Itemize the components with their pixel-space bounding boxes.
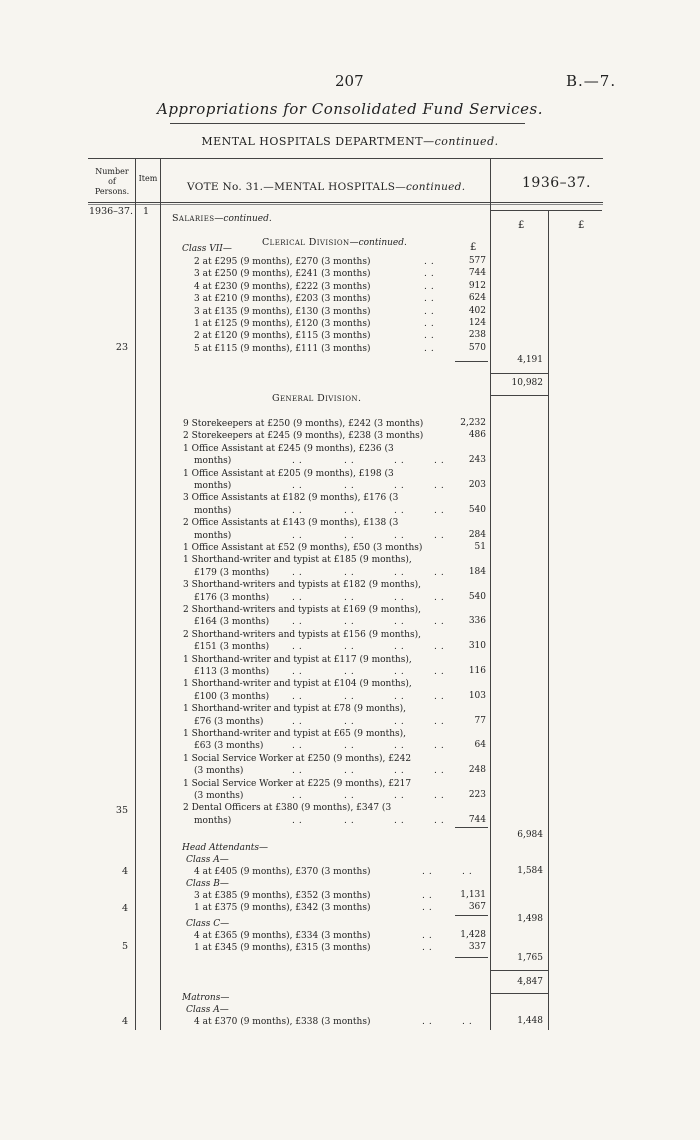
department-suffix: —continued.: [423, 135, 499, 148]
leader-dots: ..: [434, 642, 448, 653]
attendant-row: [194, 930, 436, 942]
title-rule: [170, 123, 525, 124]
leader-dots: ..: [394, 691, 408, 702]
leader-dots: ..: [394, 456, 408, 467]
total-column-rule: [548, 210, 549, 1030]
class-a-total: 1,584: [517, 866, 543, 876]
group-total-rule-bottom: [490, 395, 548, 396]
leader-dots: ..: [434, 791, 448, 801]
row-item-number: 1: [143, 206, 150, 217]
general-row-amount: 540: [468, 591, 486, 602]
leader-dots: ..: [344, 456, 358, 467]
general-row-line2: [194, 592, 448, 604]
general-row-line2: [194, 790, 448, 802]
vote-title: VOTE No. 31.—MENTAL HOSPITALS: [187, 181, 396, 193]
general-row-line2-text: £151 (3 months): [194, 642, 270, 653]
leader-dots: ..: [344, 530, 358, 541]
general-row-line2-text: months): [194, 481, 232, 491]
leader-dots: ..: [292, 766, 306, 777]
leader-dots: ..: [434, 530, 448, 541]
clerical-row-amount: 577: [468, 256, 486, 266]
general-row-amount: 248: [468, 765, 486, 776]
leader-dots: ..: [422, 943, 436, 954]
matrons-class-a-total: 1,448: [517, 1016, 543, 1026]
class-b-persons-count: 4: [121, 903, 128, 914]
general-row-line2: [194, 455, 448, 467]
general-row-line1: 1 Social Service Worker at £225 (9 months), £217: [183, 778, 412, 789]
table-header-rule: [88, 202, 603, 203]
leader-dots: ..: [292, 456, 306, 467]
leader-dots: ..: [422, 931, 436, 941]
leader-dots: ..: [344, 741, 358, 752]
leader-dots: ..: [462, 867, 476, 877]
general-row-line1: 1 Shorthand-writer and typist at £117 (9 months),: [183, 654, 412, 665]
general-row-line1: 2 Storekeepers at £245 (9 months), £238 (3 months): [183, 431, 424, 442]
head-attendants-total-rule-bottom: [490, 993, 548, 994]
general-persons-count: 35: [115, 805, 128, 816]
leader-dots: ..: [424, 306, 438, 317]
clerical-row-amount: 624: [468, 293, 486, 304]
general-row-line1: 2 Dental Officers at £380 (9 months), £347 (3: [183, 803, 392, 814]
attendant-row-text: 3 at £385 (9 months), £352 (3 months): [194, 891, 371, 901]
leader-dots: ..: [424, 294, 438, 305]
leader-dots: ..: [394, 505, 408, 516]
leader-dots: ..: [424, 331, 438, 342]
leader-dots: ..: [292, 642, 306, 653]
leader-dots: ..: [344, 815, 358, 826]
general-division-heading: General Division.: [272, 393, 362, 404]
persons-column-header: [90, 167, 134, 197]
general-row-amount: 540: [468, 504, 486, 515]
clerical-row: [194, 293, 438, 305]
general-row-line1: 1 Shorthand-writer and typist at £65 (9 months),: [183, 729, 406, 739]
persons-label: Persons.: [94, 187, 130, 196]
clerical-row-amount: 912: [468, 280, 486, 291]
general-row-line1: 1 Office Assistant at £205 (9 months), £198 (3: [183, 468, 394, 479]
general-subtotal-rule: [455, 827, 488, 828]
general-row-line2-text: £76 (3 months): [194, 716, 264, 727]
general-row-amount: 184: [468, 566, 486, 577]
vote-heading: [187, 181, 465, 193]
clerical-row-text: 3 at £250 (9 months), £241 (3 months): [194, 269, 371, 280]
clerical-row-text: 4 at £230 (9 months), £222 (3 months): [194, 281, 371, 292]
general-row-amount: 51: [474, 542, 486, 552]
clerical-heading-label: Clerical Division: [262, 237, 350, 248]
general-row-line2: [194, 616, 448, 628]
of-label: of: [108, 177, 116, 186]
general-row-line2-text: £100 (3 months): [194, 691, 270, 702]
leader-dots: ..: [434, 766, 448, 777]
general-row-amount: 103: [468, 690, 486, 701]
pound-header-items: £: [470, 242, 477, 253]
clerical-row-amount: 238: [468, 330, 486, 341]
salaries-heading: [172, 206, 272, 225]
clerical-row: [194, 318, 438, 330]
leader-dots: ..: [394, 766, 408, 777]
general-row-amount: 203: [468, 480, 486, 490]
attendant-row: [194, 902, 436, 914]
leader-dots: ..: [344, 505, 358, 516]
item-column-rule: [160, 158, 161, 1030]
leader-dots: ..: [394, 642, 408, 653]
leader-dots: ..: [434, 567, 448, 578]
leader-dots: ..: [424, 281, 438, 292]
document-code: B.—7.: [566, 72, 617, 90]
clerical-row: [194, 268, 438, 280]
clerical-row-amount: 402: [468, 305, 486, 316]
amount-header-rule: [490, 210, 602, 211]
class-b-total: 1,498: [517, 914, 543, 924]
leader-dots: ..: [434, 815, 448, 826]
leader-dots: ..: [292, 791, 306, 801]
general-row-line2-text: months): [194, 815, 232, 826]
head-attendants-group-total: 4,847: [517, 977, 543, 987]
class-a-row: [194, 866, 476, 878]
row-year: 1936–37.: [89, 206, 134, 217]
class-c-persons-count: 5: [121, 941, 128, 952]
general-row-line2: [194, 641, 448, 653]
leader-dots: ..: [344, 716, 358, 727]
clerical-row: [194, 306, 438, 318]
leader-dots: ..: [292, 481, 306, 491]
page-title: [0, 100, 700, 118]
general-row-amount: 284: [468, 529, 486, 540]
leader-dots: ..: [344, 642, 358, 653]
leader-dots: ..: [292, 815, 306, 826]
leader-dots: ..: [394, 667, 408, 677]
general-row-line2-text: months): [194, 530, 232, 541]
general-row-amount: 116: [468, 666, 486, 676]
leader-dots: ..: [292, 691, 306, 702]
general-row-line2-text: £176 (3 months): [194, 592, 270, 603]
leader-dots: ..: [394, 815, 408, 826]
leader-dots: ..: [394, 592, 408, 603]
general-row-line1: 2 Office Assistants at £143 (9 months), £138 (3: [183, 518, 399, 529]
year-heading: 1936–37.: [522, 175, 591, 191]
leader-dots: ..: [292, 741, 306, 752]
leader-dots: ..: [394, 741, 408, 752]
general-row-line1: 2 Shorthand-writers and typists at £169 (9 months),: [183, 605, 421, 615]
attendant-row-amount: 367: [468, 902, 486, 913]
class-c-label: Class C—: [186, 919, 230, 929]
matrons-heading: Matrons—: [182, 993, 230, 1003]
general-row-line1: 1 Shorthand-writer and typist at £78 (9 months),: [183, 704, 406, 715]
attendant-row: [194, 942, 436, 954]
leader-dots: ..: [344, 766, 358, 777]
general-row-line2: [194, 530, 448, 542]
general-row-line1: 3 Office Assistants at £182 (9 months), £176 (3: [183, 493, 399, 504]
general-row-line2: [194, 740, 448, 752]
general-row-amount: 77: [474, 715, 486, 726]
leader-dots: ..: [422, 891, 436, 901]
class-b-label: Class B—: [186, 879, 229, 889]
general-row-line2: [194, 691, 448, 703]
general-row-line2-text: £179 (3 months): [194, 567, 270, 578]
general-row-line2-text: £164 (3 months): [194, 617, 270, 628]
class-a-row-text: 4 at £405 (9 months), £370 (3 months): [194, 867, 371, 877]
clerical-row-amount: 570: [468, 342, 486, 353]
clerical-row-text: 1 at £125 (9 months), £120 (3 months): [194, 319, 371, 329]
leader-dots: ..: [344, 691, 358, 702]
clerical-row: [194, 343, 438, 355]
pound-header-total: £: [578, 220, 585, 231]
leader-dots: ..: [292, 667, 306, 677]
general-row-amount: 486: [468, 430, 486, 441]
leader-dots: ..: [394, 716, 408, 727]
clerical-division-heading: [262, 230, 407, 249]
attendant-row-amount: 1,428: [460, 930, 486, 940]
leader-dots: ..: [462, 1017, 476, 1027]
clerical-row-text: 3 at £135 (9 months), £130 (3 months): [194, 306, 371, 317]
leader-dots: ..: [434, 456, 448, 467]
general-row-line1: 1 Office Assistant at £52 (9 months), £50 (3 months): [183, 543, 423, 553]
general-row-line1: 9 Storekeepers at £250 (9 months), £242 (3 months): [183, 419, 424, 429]
class-vii-label: Class VII—: [182, 244, 232, 254]
leader-dots: ..: [344, 592, 358, 603]
table-top-rule: [88, 158, 603, 159]
leader-dots: ..: [424, 269, 438, 280]
table-header-rule-2: [88, 204, 603, 205]
general-row-line2: [194, 716, 448, 728]
leader-dots: ..: [434, 691, 448, 702]
general-row-line1: 2 Shorthand-writers and typists at £156 (9 months),: [183, 629, 421, 640]
general-row-amount: 744: [468, 814, 486, 825]
general-row-amount: 243: [468, 455, 486, 466]
leader-dots: ..: [434, 667, 448, 677]
attendant-row-text: 1 at £345 (9 months), £315 (3 months): [194, 943, 371, 954]
group-total-rule-top: [490, 373, 548, 374]
leader-dots: ..: [422, 867, 436, 877]
clerical-row-amount: 124: [468, 318, 486, 328]
clerical-row-amount: 744: [468, 268, 486, 279]
matrons-class-a-label: Class A—: [186, 1005, 229, 1015]
general-row-line2-text: (3 months): [194, 791, 244, 801]
leader-dots: ..: [422, 903, 436, 914]
general-row-line1: 1 Office Assistant at £245 (9 months), £236 (3: [183, 443, 394, 454]
class-a-persons-count: 4: [121, 866, 128, 877]
general-row-line1: 1 Shorthand-writer and typist at £185 (9 months),: [183, 555, 412, 566]
persons-column-rule: [135, 158, 136, 1030]
general-row-amount: 2,232: [460, 418, 486, 428]
general-row-line2: [194, 666, 448, 678]
matrons-class-a-row-text: 4 at £370 (9 months), £338 (3 months): [194, 1017, 371, 1027]
department-name: MENTAL HOSPITALS DEPARTMENT: [201, 135, 424, 148]
leader-dots: ..: [434, 481, 448, 491]
clerical-heading-suffix: —continued.: [349, 238, 407, 248]
general-row-line2: [194, 480, 448, 492]
clerical-group-total: 10,982: [511, 378, 543, 388]
general-row-amount: 223: [468, 790, 486, 800]
page-title-text: Appropriations for Consolidated Fund Services.: [156, 100, 543, 118]
class-a-label: Class A—: [186, 855, 229, 865]
general-row-line2-text: £63 (3 months): [194, 741, 264, 752]
leader-dots: ..: [344, 667, 358, 677]
leader-dots: ..: [394, 617, 408, 628]
head-attendants-total-rule-top: [490, 970, 548, 971]
leader-dots: ..: [424, 257, 438, 267]
clerical-row-text: 5 at £115 (9 months), £111 (3 months): [194, 343, 371, 354]
page-number: 207: [335, 72, 364, 90]
general-row-line2-text: £113 (3 months): [194, 667, 270, 677]
clerical-row-text: 3 at £210 (9 months), £203 (3 months): [194, 294, 371, 305]
leader-dots: ..: [422, 1017, 436, 1027]
leader-dots: ..: [434, 592, 448, 603]
department-heading: [0, 135, 700, 148]
attendant-row-text: 4 at £365 (9 months), £334 (3 months): [194, 931, 371, 941]
general-row-amount: 336: [468, 616, 486, 627]
class-c-total: 1,765: [517, 953, 543, 963]
head-attendants-heading: Head Attendants—: [182, 843, 269, 853]
leader-dots: ..: [292, 592, 306, 603]
general-row-line2: [194, 567, 448, 579]
leader-dots: ..: [344, 481, 358, 491]
item-column-header: Item: [138, 174, 158, 183]
clerical-row: [194, 281, 438, 293]
leader-dots: ..: [434, 741, 448, 752]
attendant-row: [194, 890, 436, 902]
clerical-row: [194, 330, 438, 342]
clerical-row-text: 2 at £120 (9 months), £115 (3 months): [194, 331, 371, 342]
clerical-subtotal-rule: [455, 361, 488, 362]
matrons-class-a-row: [194, 1016, 476, 1028]
leader-dots: ..: [394, 567, 408, 578]
class-c-rule: [455, 957, 488, 958]
leader-dots: ..: [344, 567, 358, 578]
pound-header-amount: £: [518, 220, 525, 231]
matrons-class-a-persons-count: 4: [121, 1016, 128, 1027]
leader-dots: ..: [394, 530, 408, 541]
general-row-line2-text: (3 months): [194, 766, 244, 777]
leader-dots: ..: [434, 617, 448, 628]
attendant-row-amount: 337: [468, 942, 486, 953]
leader-dots: ..: [292, 617, 306, 628]
general-row-line1: 1 Shorthand-writer and typist at £104 (9 months),: [183, 679, 412, 690]
vote-suffix: —continued.: [395, 181, 466, 193]
leader-dots: ..: [394, 791, 408, 801]
clerical-persons-count: 23: [115, 342, 128, 353]
leader-dots: ..: [424, 343, 438, 354]
general-row-amount: 310: [468, 641, 486, 652]
attendant-row-amount: 1,131: [460, 890, 486, 900]
general-row-line1: 1 Social Service Worker at £250 (9 months), £242: [183, 753, 412, 764]
leader-dots: ..: [292, 716, 306, 727]
leader-dots: ..: [344, 791, 358, 801]
general-row-line2: [194, 815, 448, 827]
salaries-suffix: —continued.: [214, 214, 272, 224]
leader-dots: ..: [424, 319, 438, 329]
attendant-row-text: 1 at £375 (9 months), £342 (3 months): [194, 903, 371, 914]
leader-dots: ..: [434, 716, 448, 727]
amount-column-rule: [490, 158, 491, 1030]
leader-dots: ..: [292, 567, 306, 578]
class-b-rule: [455, 915, 488, 916]
general-row-line2: [194, 765, 448, 777]
leader-dots: ..: [434, 505, 448, 516]
general-subtotal: 6,984: [517, 830, 543, 840]
leader-dots: ..: [344, 617, 358, 628]
clerical-subtotal: 4,191: [517, 355, 543, 365]
general-row-line1: 3 Shorthand-writers and typists at £182 (9 months),: [183, 580, 421, 591]
leader-dots: ..: [394, 481, 408, 491]
leader-dots: ..: [292, 505, 306, 516]
clerical-row: [194, 256, 438, 268]
general-row-line2: [194, 505, 448, 517]
general-row-line2-text: months): [194, 456, 232, 467]
leader-dots: ..: [292, 530, 306, 541]
number-label: Number: [95, 167, 129, 176]
general-row-line2-text: months): [194, 505, 232, 516]
general-row-amount: 64: [474, 740, 486, 751]
clerical-row-text: 2 at £295 (9 months), £270 (3 months): [194, 257, 371, 267]
salaries-label: Salaries: [172, 213, 215, 224]
